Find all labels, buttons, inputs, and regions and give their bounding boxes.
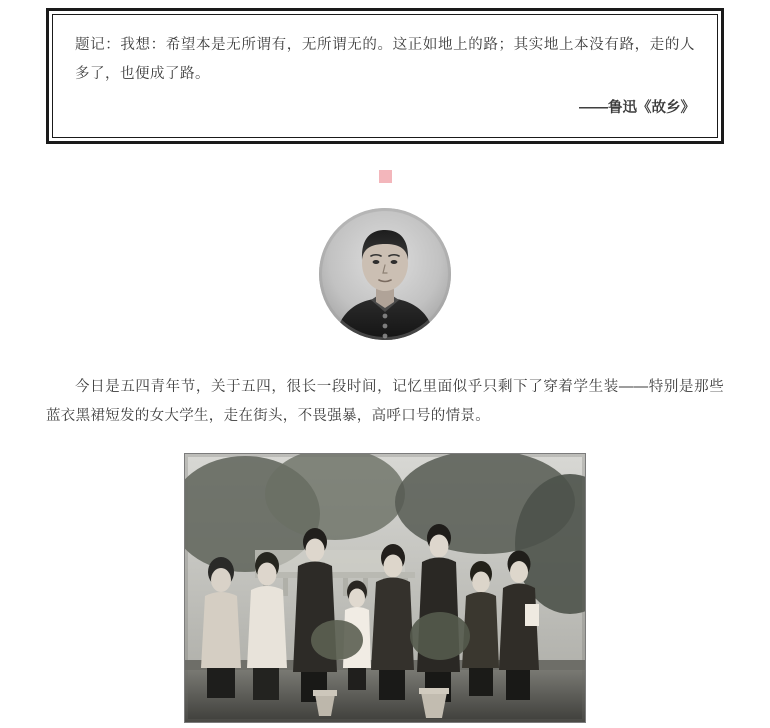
body-paragraph: 今日是五四青年节，关于五四，很长一段时间，记忆里面似乎只剩下了穿着学生装——特别是那些蓝衣黑裙短发的女大学生，走在街头，不畏强暴，高呼口号的情景。 — [46, 378, 724, 424]
epigraph-attribution: ——鲁迅《故乡》 — [579, 100, 695, 116]
section-divider — [0, 170, 770, 184]
portrait-image — [319, 208, 451, 340]
group-photo-image — [184, 453, 586, 723]
epigraph-text: 题记：我想：希望本是无所谓有，无所谓无的。这正如地上的路；其实地上本没有路，走的人多了，也便成了路。 — [75, 37, 695, 82]
pink-square-divider-icon — [379, 170, 392, 183]
group-photo-container — [0, 453, 770, 728]
portrait-container — [0, 208, 770, 345]
epigraph-box — [46, 8, 724, 144]
article-page — [0, 8, 770, 700]
epigraph-inner-border — [52, 14, 718, 138]
